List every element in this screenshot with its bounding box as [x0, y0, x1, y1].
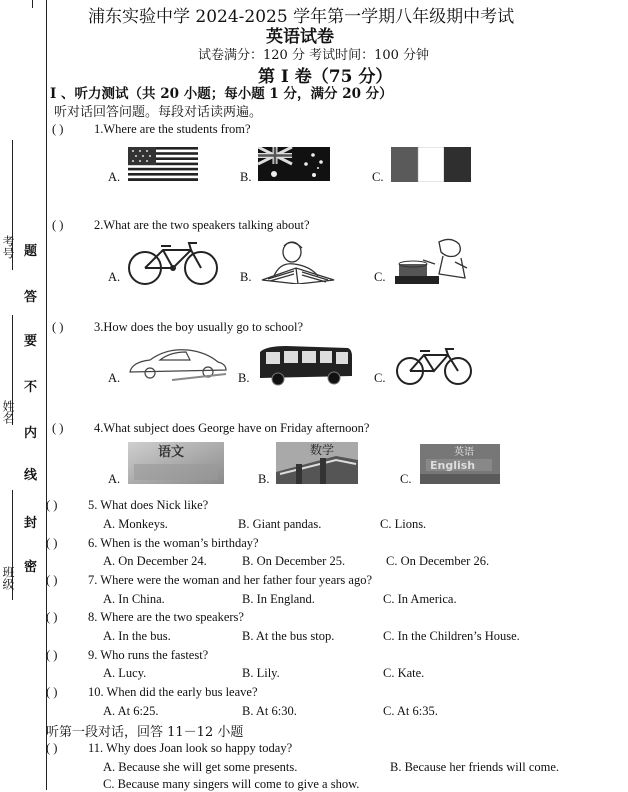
- option-text: A. At 6:25.: [103, 704, 159, 718]
- question-blank[interactable]: ( ): [46, 573, 58, 587]
- question-text: 1.Where are the students from?: [94, 122, 251, 136]
- option-label: B.: [240, 270, 252, 284]
- question-blank[interactable]: ( ): [46, 536, 58, 550]
- question-text: 5. What does Nick like?: [88, 498, 209, 512]
- option-text: C. Kate.: [383, 666, 425, 680]
- option-text: B. Giant pandas.: [238, 517, 322, 531]
- question-text: 10. When did the early bus leave?: [88, 685, 258, 699]
- xingming-label: 姓名: [1, 400, 15, 424]
- question-text: 2.What are the two speakers talking about?: [94, 218, 310, 232]
- option-text: C. On December 26.: [386, 554, 490, 568]
- book-title: 英语: [454, 447, 474, 458]
- option-label: A.: [108, 170, 121, 184]
- binding-line: [46, 0, 47, 790]
- question-blank[interactable]: ( ): [46, 498, 58, 512]
- question-blank[interactable]: ( ): [46, 741, 58, 755]
- question-blank[interactable]: ( ): [52, 122, 64, 136]
- option-label: C.: [374, 270, 386, 284]
- seal-char: 封: [24, 516, 38, 531]
- option-label: B.: [258, 472, 270, 486]
- exam-title: 浦东实验中学 2024-2025 学年第一学期八年级期中考试: [88, 7, 515, 27]
- question-text: 6. When is the woman’s birthday?: [88, 536, 259, 550]
- english-book-image: [420, 444, 500, 484]
- option-label: A.: [108, 270, 121, 284]
- section-instruction: 听对话回答问题。每段对话读两遍。: [54, 105, 263, 120]
- option-text: C. In America.: [383, 592, 457, 606]
- option-text: B. In England.: [242, 592, 315, 606]
- bus-image: [256, 344, 354, 386]
- option-label: C.: [374, 371, 386, 385]
- question-blank[interactable]: ( ): [46, 685, 58, 699]
- exam-info: 试卷满分：120 分 考试时间：100 分钟: [198, 48, 430, 63]
- question-text: 8. Where are the two speakers?: [88, 610, 244, 624]
- exam-subtitle: 英语试卷: [266, 27, 334, 47]
- australia-flag-image: [258, 147, 330, 181]
- option-text: C. At 6:35.: [383, 704, 438, 718]
- option-text: A. On December 24.: [103, 554, 207, 568]
- option-text: B. Because her friends will come.: [390, 760, 560, 774]
- option-text: C. In the Children’s House.: [383, 629, 520, 643]
- seal-char: 线: [24, 468, 38, 483]
- question-text: 9. Who runs the fastest?: [88, 648, 209, 662]
- bicycle-image: [392, 346, 476, 386]
- seal-char: 要: [24, 334, 38, 349]
- option-label: A.: [108, 371, 121, 385]
- book-title: 语文: [158, 445, 185, 460]
- seal-char: 答: [24, 290, 38, 305]
- usa-flag-image: [128, 147, 198, 181]
- seal-char: 内: [24, 426, 38, 441]
- seal-char: 题: [24, 244, 38, 259]
- option-text: B. At the bus stop.: [242, 629, 335, 643]
- option-label: B.: [238, 371, 250, 385]
- man-reading-book-image: [258, 240, 338, 284]
- option-text: B. Lily.: [242, 666, 280, 680]
- bicycle-image: [125, 240, 221, 286]
- question-blank[interactable]: ( ): [52, 218, 64, 232]
- option-text: A. In the bus.: [103, 629, 171, 643]
- italy-flag-image: [391, 147, 471, 182]
- volume-heading: 第 I 卷（75 分）: [258, 67, 393, 87]
- question-blank[interactable]: ( ): [52, 320, 64, 334]
- option-label: A.: [108, 472, 121, 486]
- question-blank[interactable]: ( ): [46, 610, 58, 624]
- seal-char: 不: [24, 380, 38, 395]
- book-title: English: [430, 459, 476, 472]
- kaohao-label: 考号: [1, 235, 15, 259]
- seal-char: 密: [24, 560, 38, 575]
- option-text: A. Monkeys.: [103, 517, 168, 531]
- banji-label: 班级: [1, 566, 15, 590]
- option-label: C.: [372, 170, 384, 184]
- option-text: C. Because many singers will come to give a show.: [103, 777, 360, 791]
- question-text: 4.What subject does George have on Friday afternoon?: [94, 421, 370, 435]
- option-text: A. Lucy.: [103, 666, 147, 680]
- woman-cooking-image: [395, 238, 477, 286]
- chinese-book-image: [128, 442, 224, 484]
- option-text: A. Because she will get some presents.: [103, 760, 298, 774]
- question-blank[interactable]: ( ): [52, 421, 64, 435]
- option-text: A. In China.: [103, 592, 165, 606]
- option-label: C.: [400, 472, 412, 486]
- question-text: 3.How does the boy usually go to school?: [94, 320, 304, 334]
- book-title: 数学: [310, 443, 335, 457]
- option-text: B. On December 25.: [242, 554, 346, 568]
- question-blank[interactable]: ( ): [46, 648, 58, 662]
- option-text: B. At 6:30.: [242, 704, 297, 718]
- question-text: 7. Where were the woman and her father four years ago?: [88, 573, 373, 587]
- math-book-image: [276, 442, 358, 484]
- question-text: 11. Why does Joan look so happy today?: [88, 741, 293, 755]
- option-label: B.: [240, 170, 252, 184]
- binding-top-line: [32, 0, 33, 8]
- dialogue-heading: 听第一段对话，回答 11－12 小题: [46, 725, 244, 740]
- car-image: [126, 346, 230, 384]
- option-text: C. Lions.: [380, 517, 427, 531]
- section-heading: I 、听力测试（共 20 小题；每小题 1 分，满分 20 分）: [50, 86, 393, 102]
